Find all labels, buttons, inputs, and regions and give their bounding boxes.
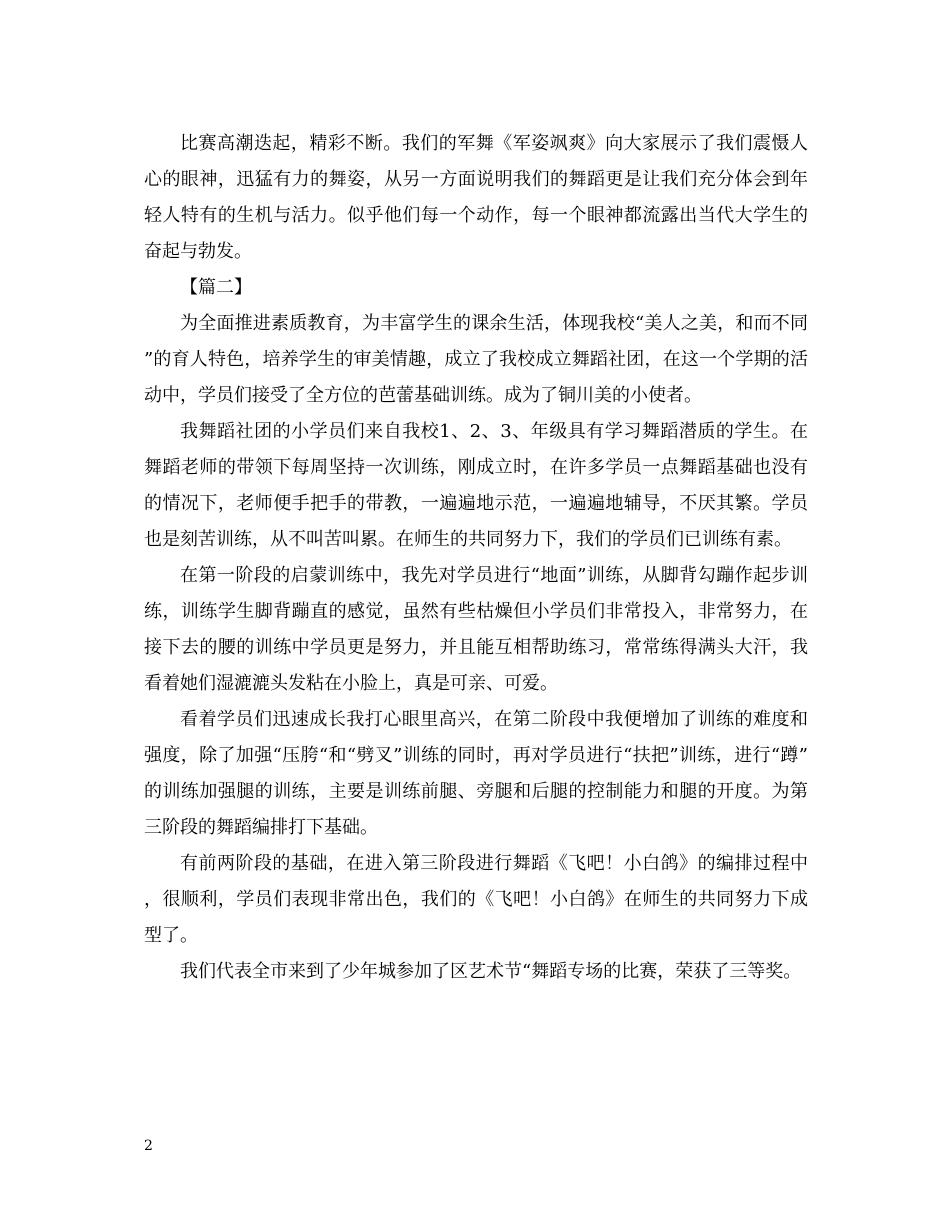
paragraph-award: 我们代表全市来到了少年城参加了区艺术节“舞蹈专场的比赛，荣获了三等奖。 xyxy=(180,961,802,982)
section-heading-part-two: 【篇二】 xyxy=(180,277,252,298)
paragraph-club-members: 我舞蹈社团的小学员们来自我校1、2、3、年级具有学习舞蹈潜质的学生。在舞蹈老师的带领下每周坚持一次训练，刚成立时，在许多学员一点舞蹈基础也没有的情况下，老师便手把手的带教，一遍遍地示范，一遍遍地辅导，不厌其繁。学员也是刻苦训练，从不叫苦叫累。在师生的共同努力下，我们的学员们已训练有素。 xyxy=(144,421,808,550)
paragraph-stage-two-training: 看着学员们迅速成长我打心眼里高兴，在第二阶段中我便增加了训练的难度和强度，除了加强“压胯“和“劈叉”训练的同时，再对学员进行“扶把”训练，进行“蹲”的训练加强腿的训练，主要是训练前腿、旁腿和后腿的控制能力和腿的开度。为第三阶段的舞蹈编排打下基础。 xyxy=(144,709,808,838)
paragraph-competition-highlight: 比赛高潮迭起，精彩不断。我们的军舞《军姿飒爽》向大家展示了我们震慑人心的眼神，迅猛有力的舞姿，从另一方面说明我们的舞蹈更是让我们充分体会到年轻人特有的生机与活力。似乎他们每一个动作，每一个眼神都流露出当代大学生的奋起与勃发。 xyxy=(144,133,808,262)
document-body xyxy=(144,126,808,990)
paragraph-club-founding: 为全面推进素质教育，为丰富学生的课余生活，体现我校“美人之美，和而不同”的育人特色，培养学生的审美情趣，成立了我校成立舞蹈社团，在这一个学期的活动中，学员们接受了全方位的芭蕾基础训练。成为了铜川美的小使者。 xyxy=(144,313,808,406)
page-number: 2 xyxy=(144,1138,153,1154)
paragraph-stage-one-training: 在第一阶段的启蒙训练中，我先对学员进行“地面”训练，从脚背勾蹦作起步训练，训练学生脚背蹦直的感觉，虽然有些枯燥但小学员们非常投入，非常努力，在接下去的腰的训练中学员更是努力，并且能互相帮助练习，常常练得满头大汗，我看着她们湿漉漉头发粘在小脸上，真是可亲、可爱。 xyxy=(144,565,808,694)
paragraph-stage-three-choreography: 有前两阶段的基础，在进入第三阶段进行舞蹈《飞吧！小白鸽》的编排过程中，很顺利，学员们表现非常出色，我们的《飞吧！小白鸽》在师生的共同努力下成型了。 xyxy=(144,853,808,946)
